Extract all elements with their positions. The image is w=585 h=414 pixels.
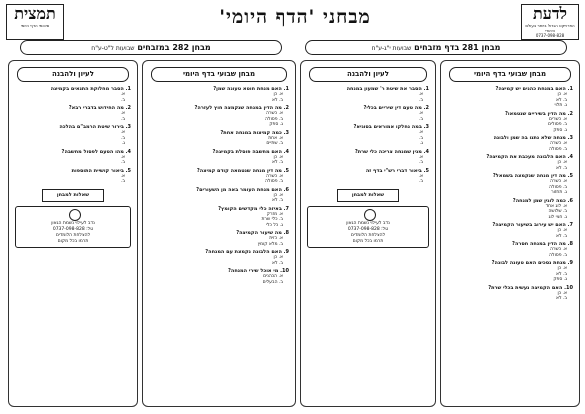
question-item xyxy=(307,149,429,166)
question-text: 6. כמה לוגין שמן למנחה? xyxy=(512,197,573,204)
question-item xyxy=(447,198,573,221)
answer-option: א. כשרה xyxy=(266,173,283,179)
question-item xyxy=(149,206,289,229)
answer-option: א. מזרק xyxy=(266,211,283,217)
question-item xyxy=(447,111,573,134)
question-item xyxy=(307,105,429,122)
question-item xyxy=(15,124,131,147)
answer-option: ב. פסולים xyxy=(548,122,567,127)
question-text: 7. באיזה כלי מקדשים הקומץ? xyxy=(218,205,289,212)
column-heading: מבחן שבועי בדף היומי xyxy=(151,67,287,82)
question-text: 5. מה דין מנחה שנטמאה קודם קמיצה? xyxy=(196,167,289,174)
question-text: 4. האם מחשבה פוסלת בקמיצה? xyxy=(212,148,289,155)
question-text: 4. האם הלבונה מעכבת את הקמיצה? xyxy=(486,154,573,160)
answer-option: ב. לא xyxy=(555,97,567,103)
answer-option: א. כשרה xyxy=(266,111,283,116)
column-heading: מבחן שבועי בדף היומי xyxy=(449,67,571,82)
answer-option: ב. פסולה xyxy=(265,179,283,184)
section-stamp: שאלות למבחן xyxy=(337,189,399,202)
answer-option: א. xyxy=(120,130,125,135)
answer-option: ב. xyxy=(418,116,423,122)
question-item xyxy=(15,168,131,185)
question-item xyxy=(149,187,289,204)
question-text: 7. האם יש עירוב בשיעור הקמיצה? xyxy=(492,222,573,228)
question-item xyxy=(149,149,289,166)
question-item xyxy=(447,241,573,258)
answer-option: א. אחת xyxy=(268,135,283,141)
seal-icon xyxy=(364,209,376,221)
question-text: 2. מה החידוש בדברי רבא? xyxy=(68,105,131,111)
question-text: 4. מהו הטעם לפסול מחשבה? xyxy=(61,148,131,155)
sponsor-box xyxy=(307,206,429,248)
answer-option: ג. תלוי xyxy=(554,103,567,108)
answer-option: ב. xyxy=(120,116,125,122)
answer-option: א. כן xyxy=(557,266,567,271)
answer-option: ב. פסולה xyxy=(549,252,567,258)
answer-option: א. הכהנים xyxy=(263,274,283,279)
answer-option: ג. ספק xyxy=(553,127,567,133)
answer-option: א. xyxy=(418,130,423,135)
answer-option: ב. לא xyxy=(271,198,283,203)
answer-option: ב. לא xyxy=(271,160,283,165)
answer-option: א. כן xyxy=(557,228,567,233)
question-item xyxy=(149,249,289,266)
answer-option: א. xyxy=(418,111,423,116)
answer-option: א. xyxy=(120,111,125,116)
answer-option: ג. חצי לוג xyxy=(548,214,567,220)
answer-option: ג. xyxy=(419,141,423,146)
answer-option: ב. לא xyxy=(555,271,567,277)
answer-option: א. כן xyxy=(557,92,567,97)
sponsor-line4: תרמו בכל מקום xyxy=(352,238,384,244)
question-item xyxy=(15,105,131,122)
section-stamp: שאלות למבחן xyxy=(42,189,104,202)
logo-right-name: לדעת xyxy=(533,4,567,23)
question-item xyxy=(447,154,573,171)
sheet-banner-right xyxy=(305,40,567,55)
sheet-banner-left-sub: שבועות ל"ט-ע"ח xyxy=(91,45,135,52)
column-heading: לעיון ולהבנה xyxy=(17,67,129,82)
question-text: 6. האם מנחת העומר באה מן השעורים? xyxy=(196,186,289,193)
column-1 xyxy=(440,60,580,407)
sheet-banner-left-title: מבחן 282 במזבחים xyxy=(137,43,211,52)
answer-option: ג. תחזור xyxy=(551,190,567,195)
question-text: 1. הסבר את שיטת ר' שמעון במנחה xyxy=(346,86,429,92)
question-text: 3. במה נחלקו אמוראים בסוגיא? xyxy=(353,124,429,130)
question-item xyxy=(307,124,429,147)
answer-option: א. כשרה xyxy=(550,247,567,252)
question-item xyxy=(307,86,429,103)
question-item xyxy=(15,86,131,103)
question-item xyxy=(149,130,289,147)
answer-option: ב. xyxy=(120,160,125,165)
answer-option: ב. פסולה xyxy=(549,146,567,152)
answer-option: א. כשרה xyxy=(550,179,567,184)
question-item xyxy=(447,222,573,239)
question-item xyxy=(447,86,573,109)
answer-option: ב. xyxy=(418,135,423,141)
answer-option: ב. שלושה xyxy=(548,209,567,214)
sheet-banner-right-sub: שבועות י"ג-ע"ח xyxy=(371,45,412,52)
sponsor-line1: נדב לעילוי נשמת הגאון xyxy=(51,220,95,226)
answer-option: א. xyxy=(120,154,125,160)
sponsor-line1: נדב לעילוי נשמת הגאון xyxy=(346,220,390,226)
question-text: 2. מה הדין בשיריים שנטמאו? xyxy=(504,110,573,117)
answer-option: ב. לא xyxy=(555,233,567,239)
answer-option: ב. לא xyxy=(271,260,283,266)
question-text: 9. מנחת נסכים האם טעונה לבונה? xyxy=(491,260,573,266)
question-item xyxy=(307,168,429,185)
column-3 xyxy=(142,60,296,407)
answer-option: ב. פסולה xyxy=(265,116,283,122)
page-title: מבחני 'הדף היומי' xyxy=(219,6,371,28)
sponsor-box xyxy=(15,206,131,248)
sponsor-line3: להצלחת הלומדים xyxy=(350,232,386,238)
answer-option: א. xyxy=(418,173,423,179)
question-text: 3. מנחה שלא נתנו בה שמן ולבונה xyxy=(493,135,573,141)
answer-option: ב. xyxy=(120,97,125,103)
seal-icon xyxy=(69,209,81,221)
question-text: 10. מי אוכל שירי המנחה? xyxy=(228,268,289,274)
question-text: 3. כמה קמיצות במנחה אחת? xyxy=(220,129,289,136)
question-item xyxy=(15,149,131,166)
answer-option: א. כזית xyxy=(269,236,283,241)
question-text: 8. מה שיעור הקמיצה? xyxy=(236,230,289,236)
answer-option: ג. xyxy=(121,141,125,146)
column-4 xyxy=(8,60,138,407)
answer-option: א. כן xyxy=(557,290,567,296)
logo-right-phone: 0737-098-828 xyxy=(535,33,565,38)
question-text: 9. האם הלבונה נקמצת עם המנחה? xyxy=(205,249,289,255)
question-text: 5. מה דין מנחה שנקמצה בשמאל? xyxy=(492,173,573,179)
question-item xyxy=(149,86,289,103)
answer-option: ב. פסולה xyxy=(549,184,567,190)
question-text: 1. האם מנחת חוטא טעונה שמן? xyxy=(213,86,289,92)
answer-option: ב. הבעלים xyxy=(262,279,283,285)
answer-option: א. xyxy=(418,154,423,160)
question-item xyxy=(447,173,573,196)
question-text: 5. ביאור קושיית התוספות xyxy=(71,167,131,174)
sponsor-line3: להצלחת הלומדים xyxy=(55,232,91,238)
answer-option: ב. לא xyxy=(555,165,567,171)
answer-option: ג. ספק xyxy=(269,122,283,127)
question-item xyxy=(149,230,289,247)
answer-option: א. כן xyxy=(557,160,567,165)
answer-option: ב. xyxy=(120,135,125,141)
answer-option: ג. ספק xyxy=(553,277,567,282)
answer-option: א. xyxy=(120,92,125,97)
answer-option: א. xyxy=(120,173,125,179)
question-item xyxy=(447,285,573,302)
sheet-banner-right-title: מבחן 281 בדף מזבחים xyxy=(414,43,501,52)
logo-left-tagline: סיכומי הדף היומי xyxy=(20,23,50,28)
sheet-banner-left xyxy=(20,40,282,55)
answer-option: א. כן xyxy=(273,255,283,260)
logo-right-tagline: הפרוייקט הגדול ביותר בעולם היהודי xyxy=(525,23,575,33)
answer-option: ב. שתיים xyxy=(266,141,283,146)
question-item xyxy=(149,105,289,128)
answer-option: ב. לא xyxy=(555,296,567,301)
sponsor-line2: טל: 0737-098-828 xyxy=(52,226,94,232)
question-item xyxy=(149,168,289,185)
answer-option: ב. כלי שרת xyxy=(261,217,283,222)
answer-option: א. כן xyxy=(273,192,283,198)
question-text: 3. בירור שיטת הרמב"ם בהלכה xyxy=(59,124,131,130)
question-text: 1. האם במנחת כהנים יש קמיצה? xyxy=(495,86,573,92)
column-heading: לעיון ולהבנה xyxy=(309,67,427,82)
question-text: 8. מה הדין במנחה חסרה? xyxy=(512,241,573,247)
answer-option: ב. לא xyxy=(271,97,283,103)
question-text: 2. מה הדין במנחה שנקמצה חוץ לעזרה? xyxy=(194,105,289,111)
question-text: 1. הסבר מחלוקת התנאים בקמיצה xyxy=(50,86,131,92)
sponsor-line2: טל: 0737-098-828 xyxy=(347,226,389,232)
answer-option: א. כן xyxy=(273,92,283,97)
answer-option: א. כשרה xyxy=(550,141,567,146)
logo-left-name: תמצית xyxy=(14,4,56,23)
answer-option: א. כשרים xyxy=(549,116,567,122)
answer-option: ג. כל כלי xyxy=(265,222,283,228)
logo-right xyxy=(521,4,579,40)
question-item xyxy=(447,135,573,152)
question-text: 4. מנין שמנחה צריכה כלי שרת? xyxy=(354,148,429,155)
answer-option: ב. xyxy=(120,179,125,184)
question-text: 2. מה טעם דין שיריים בכלי? xyxy=(363,105,429,111)
answer-option: א. כן xyxy=(273,154,283,160)
question-item xyxy=(149,268,289,285)
answer-option: ב. xyxy=(418,160,423,165)
answer-option: ב. xyxy=(418,97,423,103)
question-text: 5. ביאור דברי רש"י בדף זה xyxy=(365,167,429,174)
logo-left xyxy=(6,4,64,40)
answer-option: ב. xyxy=(418,179,423,184)
sponsor-line4: תרמו בכל מקום xyxy=(57,238,89,244)
question-item xyxy=(447,260,573,283)
answer-option: א. xyxy=(418,92,423,97)
answer-option: ב. מלא קומץ xyxy=(257,241,283,247)
answer-option: א. לוג אחד xyxy=(545,203,567,209)
column-2 xyxy=(300,60,436,407)
question-text: 10. האם הקמיצה נעשית בכלי שרת? xyxy=(488,284,573,291)
